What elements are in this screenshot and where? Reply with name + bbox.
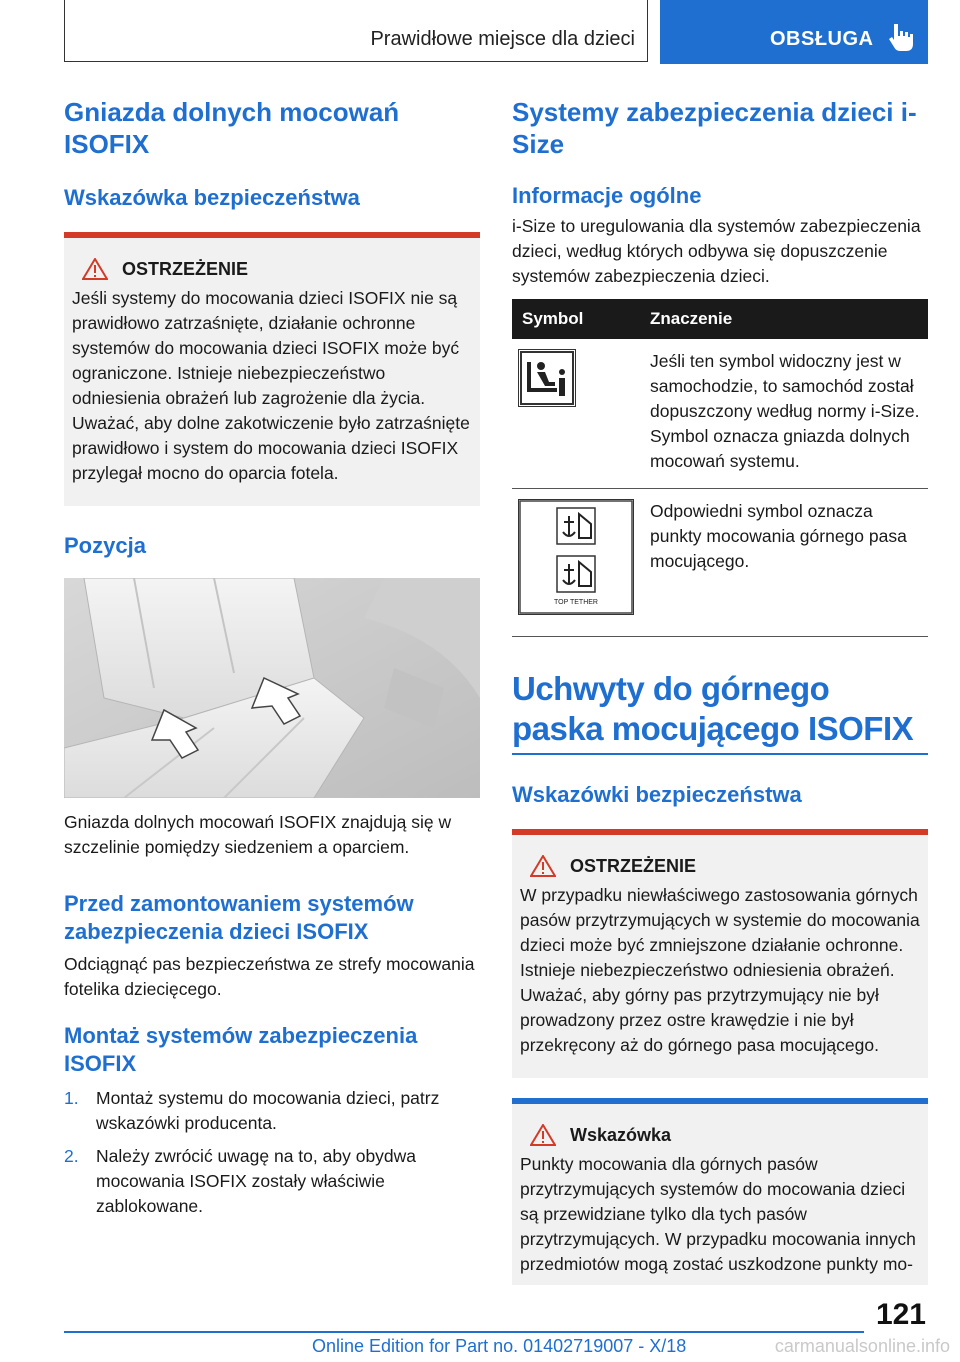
- right-column: [512, 96, 928, 1285]
- top-tether-label: TOP TETHER: [554, 599, 598, 606]
- section-title: Prawidłowe miejsce dla dzieci: [370, 28, 635, 50]
- mount-steps: [64, 1086, 480, 1219]
- seat-illustration: [64, 578, 480, 798]
- note-text: Punkty mocowania dla górnych pasów przytrzymujących systemów do mocowania dzieci są przewidziane tylko dla tych pasów przytrzymujących. W przypadku mocowania innych przedmiotów mogą zostać uszkodzone punkty mo-: [520, 1154, 916, 1274]
- footer-rule: [64, 1331, 864, 1333]
- step-number: 1.: [64, 1088, 79, 1108]
- isofix-title: Gniazda dolnych mocowań ISOFIX: [64, 97, 400, 159]
- hand-pointer-icon: [888, 22, 914, 52]
- table-header-symbol: Symbol: [512, 299, 640, 339]
- note-label: Wskazówka: [570, 1124, 672, 1145]
- safety-heading: Wskazówka bezpieczeństwa: [64, 185, 360, 210]
- step-text: Należy zwrócić uwagę na to, aby obydwa mocowania ISOFIX zostały właściwie zablokowane.: [96, 1146, 417, 1216]
- tether-title: Uchwyty do górnego paska mocującego ISOFIX: [512, 670, 914, 747]
- page-number: 121: [875, 1298, 926, 1331]
- general-text: i-Size to uregulowania dla systemów zabezpieczenia dzieci, według których odbywa się dopuszczenie systemów zabezpieczenia dzieci.: [512, 216, 921, 286]
- position-heading: Pozycja: [64, 533, 146, 558]
- warning-text: W przypadku niewłaściwego zastosowania górnych pasów przytrzymujących w systemie do mocowania dzieci może być zmniejszone działanie ochronne. Istnieje niebezpieczeństwo odniesienia obrażeń. Uważać, aby górny pas przytrzymujący nie był prowadzony przez ostre krawędzie i nie był przekręcony aż do górnego pasa mocującego.: [520, 885, 920, 1055]
- title-underline: [512, 753, 928, 755]
- warning-box-right: [512, 829, 928, 1078]
- tab-obsluga[interactable]: [660, 0, 928, 64]
- step-text: Montaż systemu do mocowania dzieci, patrz wskazówki producenta.: [96, 1088, 440, 1133]
- left-column: [64, 96, 480, 1227]
- warning-box: [64, 232, 480, 506]
- step-item: [64, 1144, 480, 1219]
- page-header: [64, 0, 928, 64]
- general-heading: Informacje ogólne: [512, 183, 702, 208]
- top-tether-icon: [518, 499, 634, 615]
- section-title-box: [64, 0, 648, 62]
- table-cell-meaning: Odpowiedni symbol oznacza punkty mocowania górnego pasa mocującego.: [640, 489, 928, 637]
- warning-label: OSTRZEŻENIE: [570, 855, 697, 876]
- table-cell-meaning: Jeśli ten symbol widoczny jest w samochodzie, to samochód został dopuszczony według normy i-Size. Symbol oznacza gniazda dolnych mocowań systemu.: [640, 339, 928, 489]
- warning-triangle-icon: [82, 258, 108, 280]
- before-text: Odciągnąć pas bezpieczeństwa ze strefy mocowania fotelika dziecięcego.: [64, 954, 475, 999]
- step-number: 2.: [64, 1146, 79, 1166]
- i-size-seat-icon: [518, 349, 576, 407]
- mount-heading: Montaż systemów zabezpieczenia ISOFIX: [64, 1023, 418, 1076]
- step-item: [64, 1086, 480, 1136]
- note-box: [512, 1098, 928, 1285]
- footer-edition: Online Edition for Part no. 01402719007 - X/18: [312, 1336, 687, 1356]
- table-header-meaning: Znaczenie: [640, 299, 928, 339]
- warning-text: Jeśli systemy do mocowania dzieci ISOFIX nie są prawidłowo zatrzaśnięte, działanie ochronne systemów do mocowania dzieci ISOFIX może być ograniczone. Istnieje niebezpieczeństwo odniesienia obrażeń lub zagrożenie dla życia. Uważać, aby dolne zakotwiczenie było zatrzaśnięte prawidłowo i system do mocowania dzieci ISOFIX przylegał mocno do oparcia fotela.: [72, 288, 470, 483]
- before-heading: Przed zamontowaniem systemów zabezpieczenia dzieci ISOFIX: [64, 891, 414, 944]
- warning-triangle-icon: [530, 855, 556, 877]
- safety-heading-right: Wskazówki bezpieczeństwa: [512, 782, 802, 807]
- table-row: [512, 339, 928, 489]
- symbol-table: [512, 299, 928, 637]
- tab-label: OBSŁUGA: [770, 28, 874, 50]
- warning-label: OSTRZEŻENIE: [122, 258, 249, 279]
- watermark: carmanualsonline.info: [774, 1336, 950, 1356]
- table-row: [512, 489, 928, 637]
- photo-caption: Gniazda dolnych mocowań ISOFIX znajdują się w szczelinie pomiędzy siedzeniem a oparciem.: [64, 812, 452, 857]
- seat-photo: [64, 578, 480, 798]
- note-triangle-icon: [530, 1124, 556, 1146]
- isize-title: Systemy zabezpieczenia dzieci i-Size: [512, 97, 917, 159]
